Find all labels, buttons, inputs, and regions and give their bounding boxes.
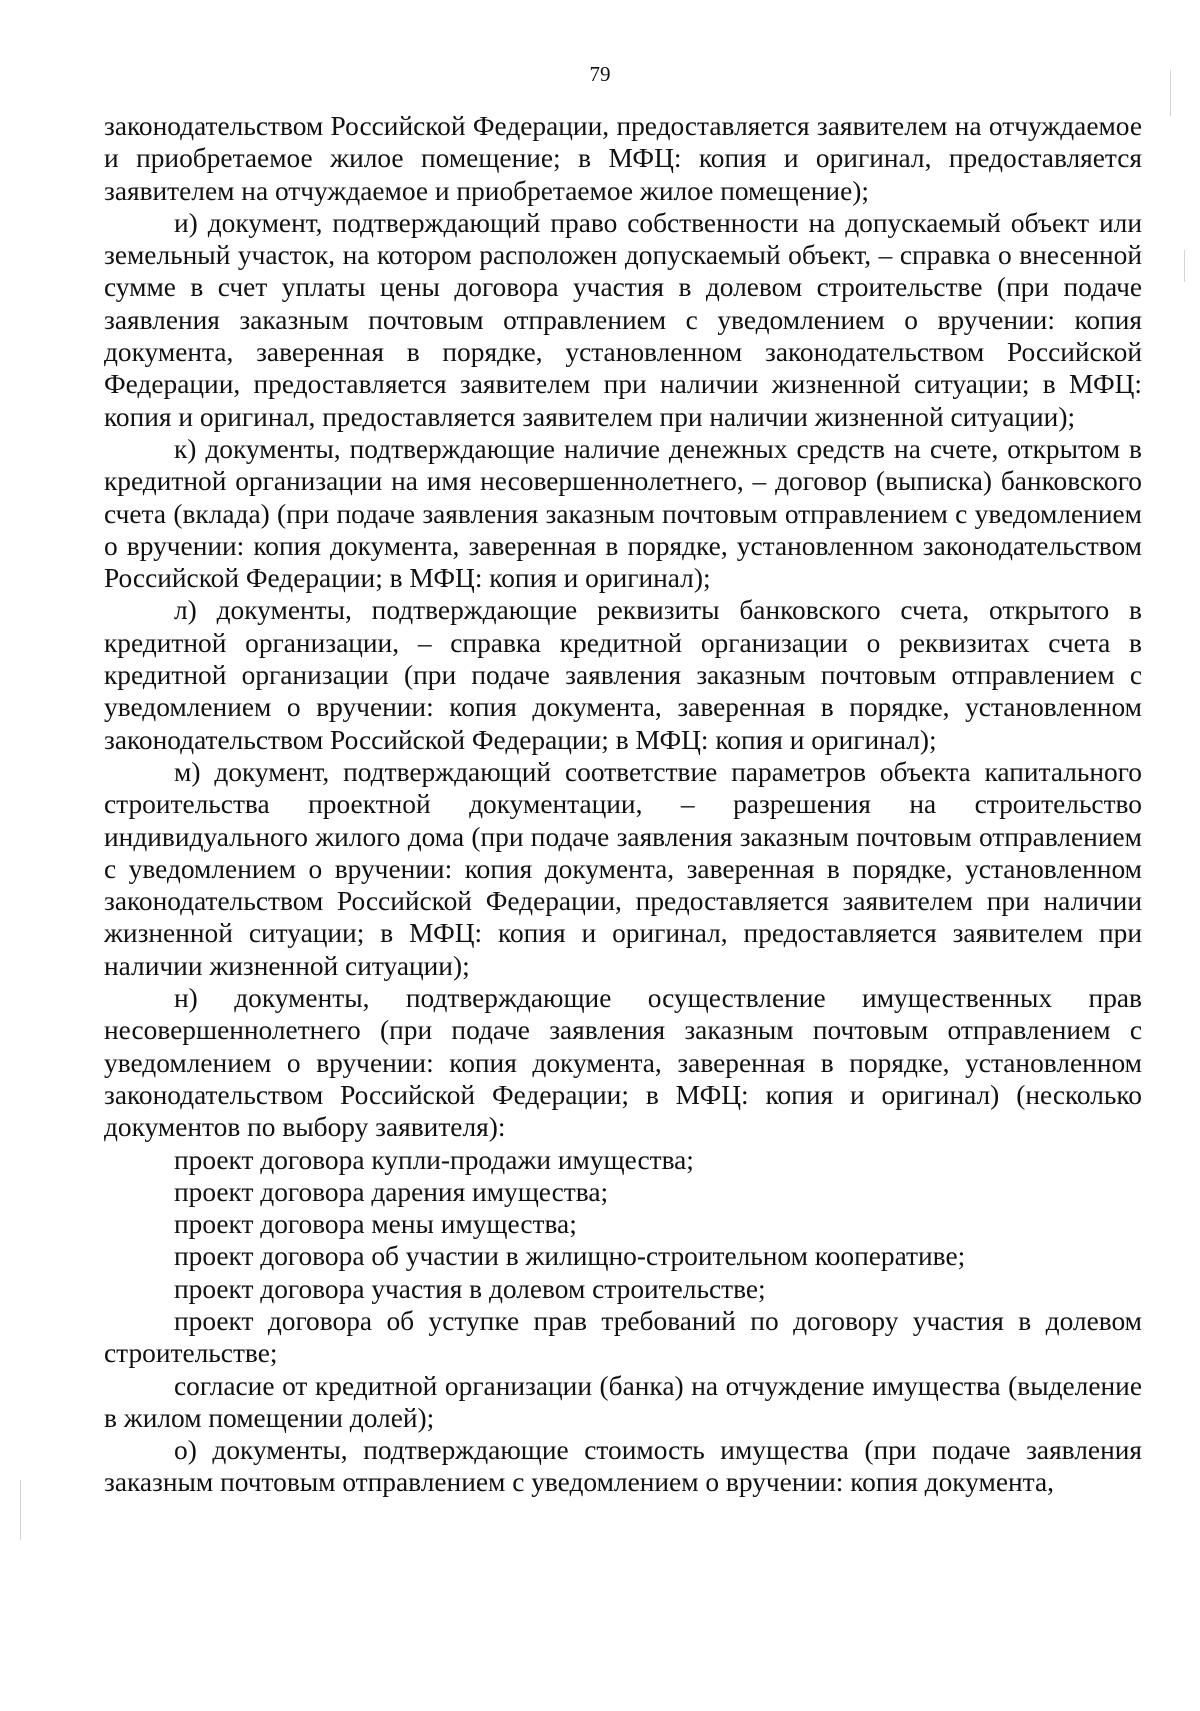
- document-body: [104, 110, 1142, 1499]
- paragraph: проект договора об уступке прав требований по договору участия в долевом строительстве;: [104, 1305, 1142, 1369]
- paragraph: м) документ, подтверждающий соответствие параметров объекта капитального строительства проектной документации, – разрешения на строительство индивидуального жилого дома (при подаче заявления заказным почтовым отправлением с уведомлением о вручении: копия документа, заверенная в порядке, установленном законодательством Российской Федерации, предоставляется заявителем при наличии жизненной ситуации; в МФЦ: копия и оригинал, предоставляется заявителем при наличии жизненной ситуации);: [104, 756, 1142, 981]
- scan-edge-mark-right: [1184, 250, 1185, 282]
- paragraph: проект договора дарения имущества;: [174, 1176, 609, 1207]
- paragraph: и) документ, подтверждающий право собственности на допускаемый объект или земельный участок, на котором расположен допускаемый объект, – справка о внесенной сумме в счет уплаты цены договора участия в долевом строительстве (при подаче заявления заказным почтовым отправлением с уведомлением о вручении: копия документа, заверенная в порядке, установленном законодательством Российской Федерации, предоставляется заявителем при наличии жизненной ситуации; в МФЦ: копия и оригинал, предоставляется заявителем при наличии жизненной ситуации);: [104, 207, 1142, 432]
- paragraph: согласие от кредитной организации (банка) на отчуждение имущества (выделение в жилом помещении долей);: [104, 1370, 1142, 1433]
- paragraph: проект договора об участии в жилищно-строительном кооперативе;: [174, 1241, 966, 1272]
- paragraph: проект договора участия в долевом строительстве;: [174, 1273, 766, 1304]
- paragraph: л) документы, подтверждающие реквизиты банковского счета, открытого в кредитной организации, – справка кредитной организации о реквизитах счета в кредитной организации (при подаче заявления заказным почтовым отправлением с уведомлением о вручении: копия документа, заверенная в порядке, установленном законодательством Российской Федерации; в МФЦ: копия и оригинал);: [104, 595, 1142, 755]
- paragraph: к) документы, подтверждающие наличие денежных средств на счете, открытом в кредитной организации на имя несовершеннолетнего, – договор (выписка) банковского счета (вклада) (при подаче заявления заказным почтовым отправлением с уведомлением о вручении: копия документа, заверенная в порядке, установленном законодательством Российской Федерации; в МФЦ: копия и оригинал);: [104, 433, 1142, 594]
- paragraph: н) документы, подтверждающие осуществление имущественных прав несовершеннолетнего (при подаче заявления заказным почтовым отправлением с уведомлением о вручении: копия документа, заверенная в порядке, установленном законодательством Российской Федерации; в МФЦ: копия и оригинал) (несколько документов по выбору заявителя):: [104, 983, 1142, 1143]
- scan-edge-mark-left: [20, 1480, 21, 1540]
- page-number: 79: [589, 62, 611, 86]
- paragraph: проект договора мены имущества;: [174, 1209, 577, 1240]
- paragraph: проект договора купли-продажи имущества;: [174, 1144, 694, 1175]
- paragraph: о) документы, подтверждающие стоимость имущества (при подаче заявления заказным почтовым отправлением с уведомлением о вручении: копия документа,: [104, 1435, 1142, 1498]
- paragraph: законодательством Российской Федерации, предоставляется заявителем на отчуждаемое и приобретаемое жилое помещение; в МФЦ: копия и оригинал, предоставляется заявителем на отчуждаемое и приобретаемое жилое помещение);: [104, 111, 1142, 206]
